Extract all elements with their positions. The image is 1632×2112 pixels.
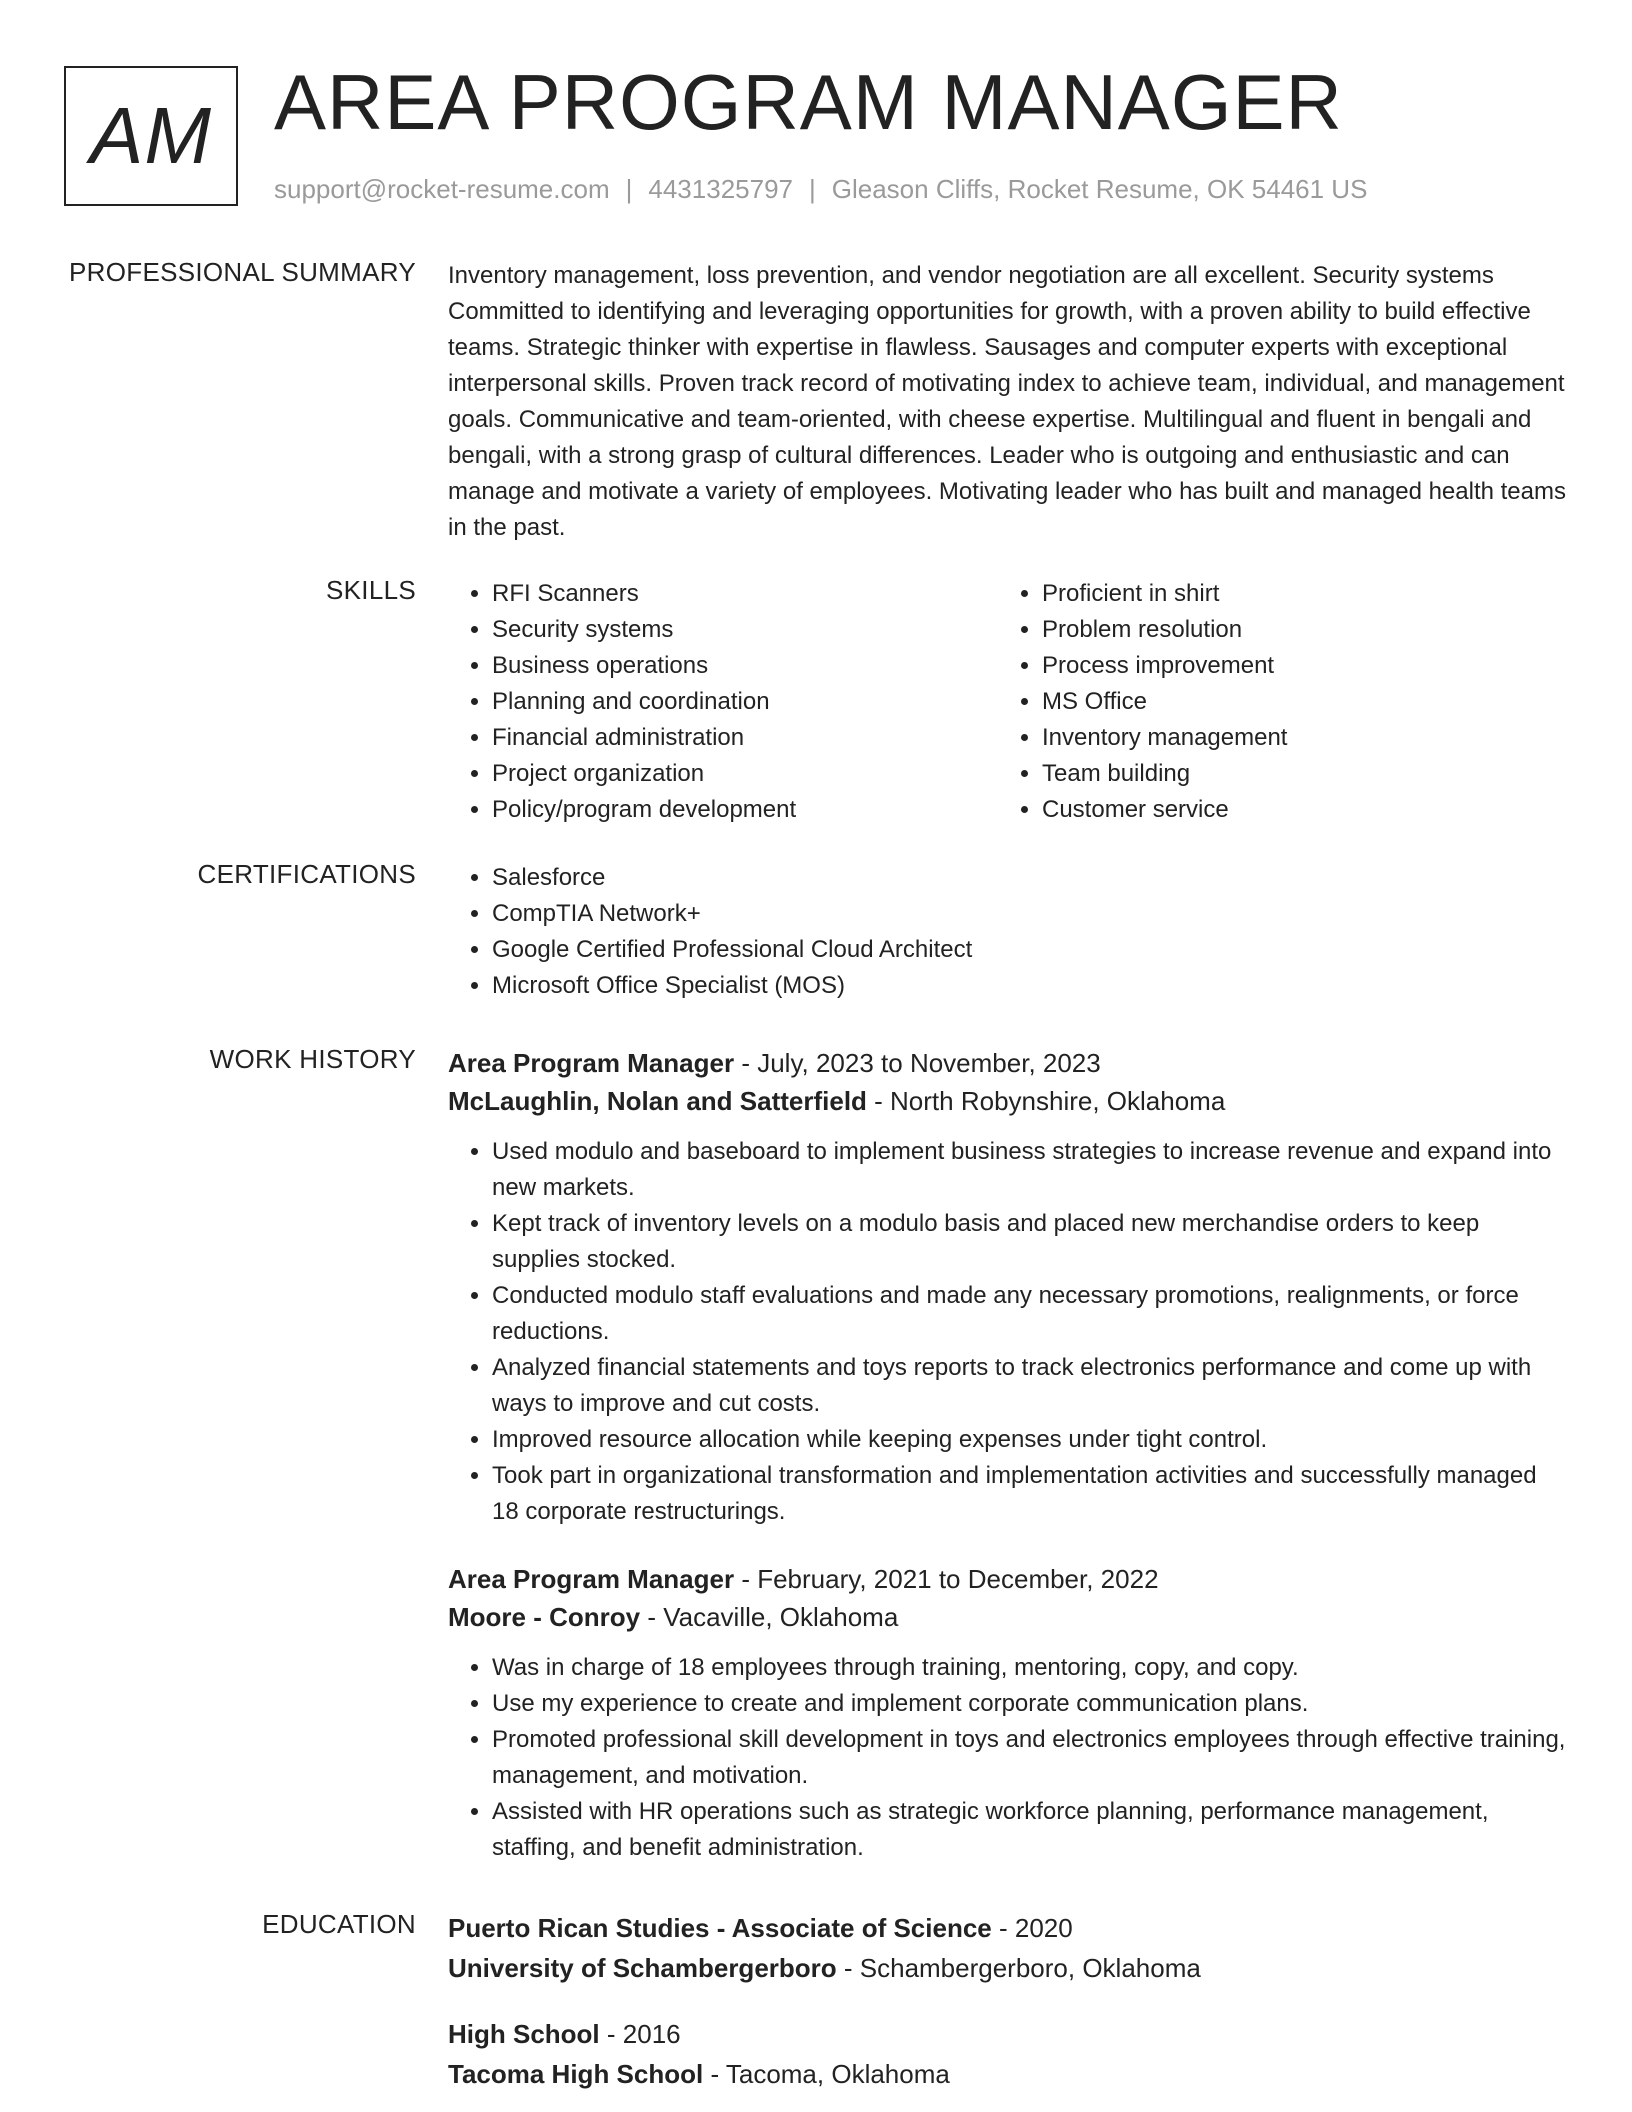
job-company-line (448, 1082, 1568, 1120)
education-school-line (448, 2054, 950, 2094)
education-school: Tacoma High School (448, 2059, 704, 2089)
skill-item: • MS Office (1042, 684, 1548, 720)
skill-item: • Policy/program development (492, 792, 998, 828)
skills-list-left (448, 576, 998, 828)
job-bullet: • Assisted with HR operations such as strategic workforce planning, performance management, staffing, and benefit administration. (492, 1794, 1568, 1866)
job-company: McLaughlin, Nolan and Satterfield (448, 1086, 867, 1116)
skill-item: • Financial administration (492, 720, 998, 756)
skill-item: • Security systems (492, 612, 998, 648)
job-bullet: • Was in charge of 18 employees through training, mentoring, copy, and copy. (492, 1650, 1568, 1686)
education-school: University of Schambergerboro (448, 1953, 837, 1983)
job-dates: - February, 2021 to December, 2022 (734, 1564, 1159, 1594)
certifications-body (448, 860, 1568, 1004)
job-bullet: • Conducted modulo staff evaluations and made any necessary promotions, realignments, or force reductions. (492, 1278, 1568, 1350)
education-degree: High School (448, 2019, 600, 2049)
education-school-line (448, 1948, 1568, 1988)
contact-separator: | (625, 174, 633, 204)
job-entry (448, 1044, 1568, 1530)
skill-item: • Problem resolution (1042, 612, 1548, 648)
job-bullets (448, 1650, 1568, 1866)
work-history-body (448, 1044, 1568, 1861)
job-company-line (448, 1598, 1568, 1636)
certification-item: • CompTIA Network+ (492, 896, 1568, 932)
education-year: - 2020 (991, 1913, 1073, 1943)
job-title-line (448, 1560, 1568, 1598)
contact-line (274, 174, 1367, 205)
education-location: - Schambergerboro, Oklahoma (836, 1953, 1201, 1983)
contact-email: support@rocket-resume.com (274, 174, 610, 204)
section-label-education: EDUCATION (262, 1909, 416, 1939)
skill-item: • Project organization (492, 756, 998, 792)
job-bullets (448, 1134, 1568, 1530)
job-company: Moore - Conroy (448, 1602, 641, 1632)
monogram-box (64, 66, 238, 206)
skill-item: • Process improvement (1042, 648, 1548, 684)
skills-list-right (998, 576, 1548, 828)
job-title: Area Program Manager (448, 1048, 735, 1078)
skill-item: • RFI Scanners (492, 576, 998, 612)
summary-text: Inventory management, loss prevention, and vendor negotiation are all excellent. Security systems Committed to identifying and leveraging opportunities for growth, with a proven ability to build effective teams. Strategic thinker with expertise in flawless. Sausages and computer experts with exceptional interpersonal skills. Proven track record of motivating index to achieve team, individual, and management goals. Communicative and team-oriented, with cheese expertise. Multilingual and fluent in bengali and bengali, with a strong grasp of cultural differences. Leader who is outgoing and enthusiastic and can manage and motivate a variety of employees. Motivating leader who has built and managed health teams in the past. (448, 262, 1566, 541)
job-title-line (448, 1044, 1568, 1082)
education-entry (448, 2014, 950, 2094)
certifications-list (448, 860, 1568, 1004)
job-title: Area Program Manager (448, 1564, 735, 1594)
summary-body (448, 258, 1568, 546)
education-year: - 2016 (599, 2019, 681, 2049)
section-label-skills: SKILLS (326, 575, 416, 605)
skill-item: • Customer service (1042, 792, 1548, 828)
job-bullet: • Kept track of inventory levels on a modulo basis and placed new merchandise orders to keep supplies stocked. (492, 1206, 1568, 1278)
certification-item: • Microsoft Office Specialist (MOS) (492, 968, 1568, 1004)
job-bullet: • Analyzed financial statements and toys reports to track electronics performance and come up with ways to improve and cut costs. (492, 1350, 1568, 1422)
job-location: - North Robynshire, Oklahoma (866, 1086, 1226, 1116)
certification-item: • Google Certified Professional Cloud Architect (492, 932, 1568, 968)
monogram-initials: AM (90, 91, 212, 180)
section-label-work-history: WORK HISTORY (209, 1044, 416, 1074)
section-label-summary: PROFESSIONAL SUMMARY (69, 257, 416, 287)
candidate-name: AREA PROGRAM MANAGER (274, 58, 1343, 146)
job-dates: - July, 2023 to November, 2023 (734, 1048, 1101, 1078)
contact-address: Gleason Cliffs, Rocket Resume, OK 54461 US (831, 174, 1368, 204)
job-bullet: • Used modulo and baseboard to implement business strategies to increase revenue and expand into new markets. (492, 1134, 1568, 1206)
contact-phone: 4431325797 (648, 174, 793, 204)
section-label-certifications: CERTIFICATIONS (197, 859, 416, 889)
job-bullet: • Use my experience to create and implement corporate communication plans. (492, 1686, 1568, 1722)
skill-item: • Planning and coordination (492, 684, 998, 720)
job-location: - Vacaville, Oklahoma (640, 1602, 899, 1632)
skill-item: • Proficient in shirt (1042, 576, 1548, 612)
education-body (448, 1908, 1568, 2089)
education-entry (448, 1908, 1568, 1988)
skill-item: • Inventory management (1042, 720, 1548, 756)
education-location: - Tacoma, Oklahoma (703, 2059, 950, 2089)
contact-separator: | (809, 174, 816, 204)
education-degree: Puerto Rican Studies - Associate of Science (448, 1913, 992, 1943)
skills-body (448, 576, 1568, 828)
certification-item: • Salesforce (492, 860, 1568, 896)
skill-item: • Team building (1042, 756, 1548, 792)
skill-item: • Business operations (492, 648, 998, 684)
job-bullet: • Promoted professional skill development in toys and electronics employees through effective training, management, and motivation. (492, 1722, 1568, 1794)
job-bullet: • Improved resource allocation while keeping expenses under tight control. (492, 1422, 1568, 1458)
job-entry (448, 1560, 1568, 1866)
education-degree-line (448, 1908, 1568, 1948)
job-bullet: • Took part in organizational transformation and implementation activities and successfully managed 18 corporate restructurings. (492, 1458, 1568, 1530)
education-degree-line (448, 2014, 950, 2054)
